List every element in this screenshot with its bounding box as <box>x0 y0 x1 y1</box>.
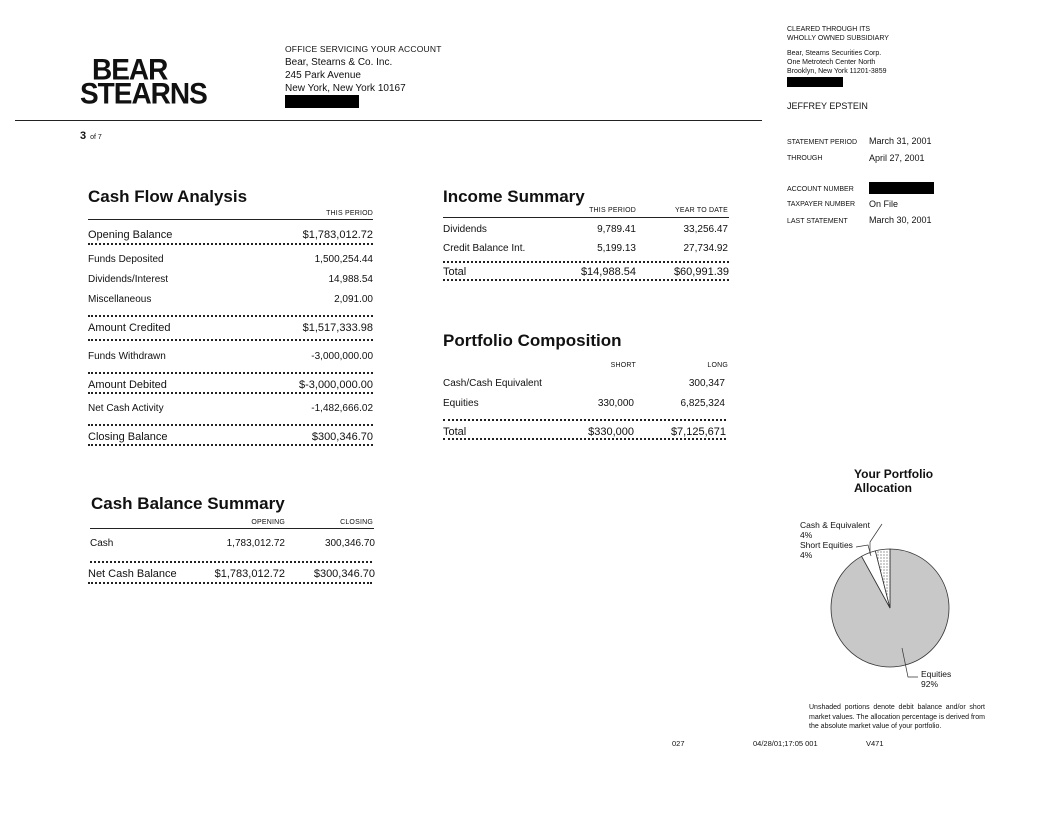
cash-flow-section <box>88 187 373 220</box>
divider <box>90 528 374 529</box>
closing-balance-value: $300,346.70 <box>311 431 373 443</box>
portfolio-total-label: Total <box>443 426 467 438</box>
logo-line-2: STEARNS <box>80 77 207 110</box>
miscellaneous-label: Miscellaneous <box>88 294 152 305</box>
footer-code: 027 <box>672 739 685 748</box>
income-total-label: Total <box>443 266 467 278</box>
divider <box>88 219 373 220</box>
legend-cash-name: Cash & Equivalent <box>800 520 870 530</box>
cash-balance-col-closing: CLOSING <box>340 519 373 526</box>
net-cash-balance-label: Net Cash Balance <box>88 568 177 580</box>
portfolio-row-label: Equities <box>443 398 479 409</box>
divider <box>443 217 729 218</box>
dividends-interest-value: 14,988.54 <box>328 274 373 285</box>
income-row-period: 5,199.13 <box>597 243 636 254</box>
legend-short-pct: 4% <box>800 550 813 560</box>
divider <box>90 561 372 563</box>
income-row-ytd: 27,734.92 <box>683 243 728 254</box>
clearing-address-2: Brooklyn, New York 11201-3859 <box>787 68 887 75</box>
funds-deposited-label: Funds Deposited <box>88 254 164 265</box>
office-name: Bear, Stearns & Co. Inc. <box>285 57 393 68</box>
portfolio-total-long: $7,125,671 <box>670 426 726 438</box>
divider <box>443 279 729 281</box>
income-row-label: Credit Balance Int. <box>443 243 526 254</box>
allocation-title-line-2: Allocation <box>854 481 913 495</box>
cash-balance-title: Cash Balance Summary <box>91 494 285 513</box>
portfolio-row-short: 330,000 <box>597 398 634 409</box>
through-label: THROUGH <box>787 155 823 162</box>
income-col-ytd: YEAR TO DATE <box>675 207 728 214</box>
opening-balance-label: Opening Balance <box>88 229 173 241</box>
divider <box>88 392 373 394</box>
legend-equities <box>921 669 951 689</box>
funds-withdrawn-label: Funds Withdrawn <box>88 351 166 362</box>
funds-deposited-value: 1,500,254.44 <box>314 254 373 265</box>
clearing-block <box>787 25 889 90</box>
miscellaneous-value: 2,091.00 <box>334 294 373 305</box>
client-name: JEFFREY EPSTEIN <box>787 101 868 111</box>
divider <box>88 339 373 341</box>
cash-flow-title: Cash Flow Analysis <box>88 187 248 206</box>
income-total-period: $14,988.54 <box>580 266 636 278</box>
portfolio-col-long: LONG <box>707 362 728 369</box>
income-summary-title: Income Summary <box>443 187 585 206</box>
clearing-line-1: CLEARED THROUGH ITS <box>787 26 871 33</box>
amount-debited-value: $-3,000,000.00 <box>298 379 373 391</box>
legend-equities-name: Equities <box>921 669 952 679</box>
legend-cash <box>800 520 870 540</box>
divider <box>443 438 726 440</box>
opening-balance-value: $1,783,012.72 <box>302 229 373 241</box>
page-total: of 7 <box>90 134 102 141</box>
office-street: 245 Park Avenue <box>285 70 361 81</box>
portfolio-composition-title: Portfolio Composition <box>443 331 622 350</box>
bear-stearns-logo <box>80 53 207 110</box>
income-col-this-period: THIS PERIOD <box>589 207 636 214</box>
portfolio-col-short: SHORT <box>610 362 636 369</box>
allocation-note: Unshaded portions denote debit balance and/or short market values. The allocation percentage is derived from the absolute market value of your portfolio. <box>809 704 985 730</box>
amount-credited-value: $1,517,333.98 <box>302 322 373 334</box>
footer-timestamp: 04/28/01;17:05 001 <box>753 739 818 748</box>
funds-withdrawn-value: -3,000,000.00 <box>311 351 373 362</box>
income-row-period: 9,789.41 <box>597 224 636 235</box>
statement-period-value: March 31, 2001 <box>869 136 932 146</box>
footer-version: V471 <box>866 739 884 748</box>
taxpayer-value: On File <box>869 199 899 209</box>
through-value: April 27, 2001 <box>869 153 925 163</box>
logo-line-1: BEAR <box>92 53 168 86</box>
clearing-line-2: WHOLLY OWNED SUBSIDIARY <box>787 35 889 42</box>
divider <box>88 424 373 426</box>
divider <box>443 419 726 421</box>
statement-period-label: STATEMENT PERIOD <box>787 139 858 146</box>
income-row-label: Dividends <box>443 224 487 235</box>
portfolio-total-short: $330,000 <box>588 426 634 438</box>
account-number-label: ACCOUNT NUMBER <box>787 186 854 193</box>
net-cash-closing: $300,346.70 <box>313 568 375 580</box>
office-city: New York, New York 10167 <box>285 83 406 94</box>
last-statement-label: LAST STATEMENT <box>787 218 848 225</box>
legend-short-name: Short Equities <box>800 540 853 550</box>
divider <box>88 315 373 317</box>
redaction-bar <box>285 95 359 108</box>
amount-debited-label: Amount Debited <box>88 379 167 391</box>
net-cash-activity-value: -1,482,666.02 <box>311 403 373 414</box>
portfolio-row-long: 300,347 <box>688 378 725 389</box>
cash-label: Cash <box>90 538 114 549</box>
cash-closing: 300,346.70 <box>324 538 375 549</box>
divider <box>88 444 373 446</box>
legend-equities-pct: 92% <box>921 679 939 689</box>
allocation-title-line-1: Your Portfolio <box>854 467 934 481</box>
clearing-address-1: One Metrotech Center North <box>787 59 876 66</box>
portfolio-row-long: 6,825,324 <box>680 398 725 409</box>
net-cash-activity-label: Net Cash Activity <box>88 403 164 414</box>
cash-flow-col-header: THIS PERIOD <box>326 210 373 217</box>
last-statement-value: March 30, 2001 <box>869 215 932 225</box>
page-number <box>80 130 102 142</box>
clearing-corp: Bear, Stearns Securities Corp. <box>787 50 882 57</box>
redaction-bar <box>869 182 934 194</box>
redaction-bar <box>787 77 843 87</box>
cash-opening: 1,783,012.72 <box>226 538 285 549</box>
office-header: OFFICE SERVICING YOUR ACCOUNT <box>285 44 442 54</box>
income-total-ytd: $60,991.39 <box>673 266 729 278</box>
header-rule <box>15 120 762 121</box>
net-cash-opening: $1,783,012.72 <box>214 568 285 580</box>
taxpayer-label: TAXPAYER NUMBER <box>787 201 856 208</box>
page-current: 3 <box>80 130 87 142</box>
cash-balance-col-opening: OPENING <box>251 519 285 526</box>
divider <box>443 261 729 263</box>
allocation-title <box>854 467 933 495</box>
amount-credited-label: Amount Credited <box>88 322 171 334</box>
legend-cash-pct: 4% <box>800 530 813 540</box>
divider <box>88 582 372 584</box>
closing-balance-label: Closing Balance <box>88 431 168 443</box>
office-address-block <box>285 43 442 112</box>
portfolio-row-label: Cash/Cash Equivalent <box>443 378 542 389</box>
divider <box>88 372 373 374</box>
divider <box>88 243 373 245</box>
legend-short-equities <box>800 540 853 560</box>
dividends-interest-label: Dividends/Interest <box>88 274 169 285</box>
income-row-ytd: 33,256.47 <box>683 224 728 235</box>
